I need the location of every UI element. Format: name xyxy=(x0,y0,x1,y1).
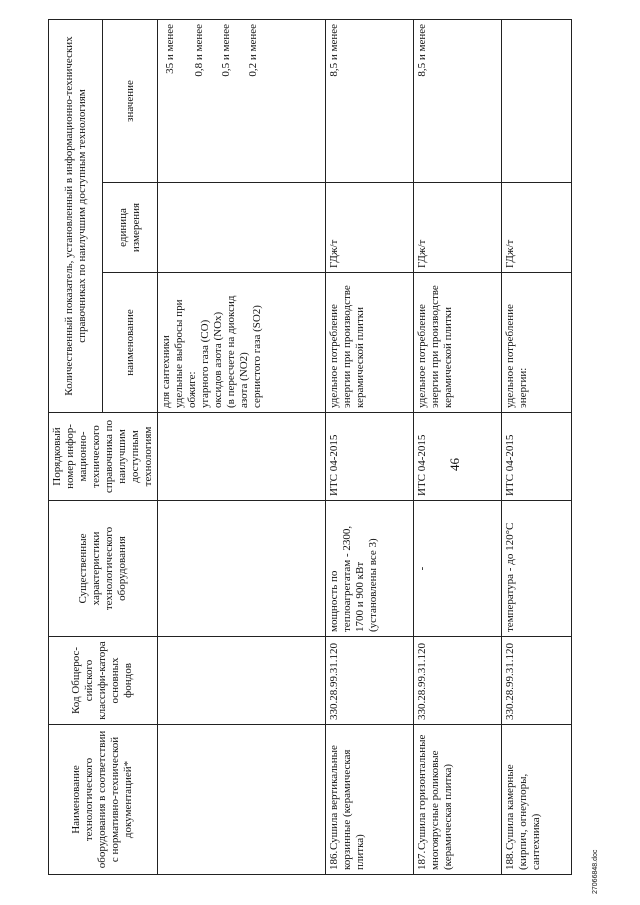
header-characteristics: Существенные характеристики технологического оборудования xyxy=(49,501,158,637)
header-name: Наименование технологического оборудования в соответствии с нормативно-технической документацией* xyxy=(49,725,158,875)
cell-name xyxy=(501,725,571,875)
cell-unit: ГДж/т xyxy=(501,183,571,273)
cell-name xyxy=(325,725,413,875)
cell-its: ИТС 04-2015 xyxy=(325,413,413,501)
cell-its: ИТС 04-2015 xyxy=(413,413,501,501)
page-number: 46 xyxy=(447,458,462,471)
cell-unit: ГДж/т xyxy=(413,183,501,273)
header-value: значение xyxy=(103,20,157,183)
row-name: Сушила вертикальные корзинные (керамическая плитка) xyxy=(327,745,366,870)
row-number: 187. xyxy=(415,850,428,870)
indicator-line: удельные выбросы при обжиге: xyxy=(172,299,198,408)
cell-characteristics: температура - до 120°C xyxy=(501,501,571,637)
cell-empty xyxy=(157,725,325,875)
cell-value: 8,5 и менее xyxy=(413,20,501,183)
cell-characteristics: мощность по теплоагрегатам - 2300, 1700 и 900 кВт (установлены все 3) xyxy=(325,501,413,637)
cell-indicator-continuation xyxy=(157,273,325,413)
cell-empty xyxy=(157,501,325,637)
cell-code: 330.28.99.31.120 xyxy=(501,637,571,725)
table-row xyxy=(325,20,413,875)
value-line: 0,2 и менее xyxy=(246,24,259,77)
cell-value: 8,5 и менее xyxy=(325,20,413,183)
indicator-line: сернистого газа (SO2) xyxy=(250,305,263,408)
row-name: Сушила камерные (кирпич, огнеупоры, сантехника) xyxy=(503,764,542,870)
cell-characteristics: - xyxy=(413,501,501,637)
file-code: 27066848.doc xyxy=(592,849,599,894)
header-its-number: Порядковый номер инфор-мационно-технического справочника по наилучшим доступным технологиям xyxy=(49,413,158,501)
cell-indicator: удельное потребление энергии при производстве керамической плитки xyxy=(325,273,413,413)
row-name: Сушила горизонтальные многоярусные роликовые (керамическая плитка) xyxy=(415,734,454,870)
value-line: 0,8 и менее xyxy=(192,24,205,77)
cell-indicator: удельное потребление энергии: xyxy=(501,273,571,413)
cell-code: 330.28.99.31.120 xyxy=(413,637,501,725)
indicator-line: для сантехники xyxy=(159,335,172,408)
row-number: 186. xyxy=(327,850,340,870)
cell-value xyxy=(501,20,571,183)
indicator-line: угарного газа (CO) xyxy=(198,319,211,408)
header-unit: единица измерения xyxy=(103,183,157,273)
header-row xyxy=(49,20,103,875)
cell-name xyxy=(413,725,501,875)
table-row xyxy=(501,20,571,875)
header-indicator-name: наименование xyxy=(103,273,157,413)
indicator-line: оксидов азота (NOx) xyxy=(211,311,224,408)
header-indicator-group: Количественный показатель, установленный в информационно-технических справочниках по наилучшим доступным технологиям xyxy=(49,20,103,413)
value-line: 0,5 и менее xyxy=(219,24,232,77)
cell-empty xyxy=(157,637,325,725)
cell-empty xyxy=(157,183,325,273)
row-number: 188. xyxy=(503,850,516,870)
equipment-table xyxy=(48,19,572,875)
cell-its: ИТС 04-2015 xyxy=(501,413,571,501)
value-line: 35 и менее xyxy=(163,24,176,74)
header-code: Код Общерос-сийского классифи-катора основных фондов xyxy=(49,637,158,725)
cell-code: 330.28.99.31.120 xyxy=(325,637,413,725)
cell-empty xyxy=(157,413,325,501)
cell-values-continuation xyxy=(157,20,325,183)
indicator-line: (в пересчете на диоксид азота (NO2) xyxy=(224,295,250,408)
cell-indicator: удельное потребление энергии при производстве керамической плитки xyxy=(413,273,501,413)
table-row xyxy=(413,20,501,875)
table-row-continuation xyxy=(157,20,325,875)
cell-unit: ГДж/т xyxy=(325,183,413,273)
